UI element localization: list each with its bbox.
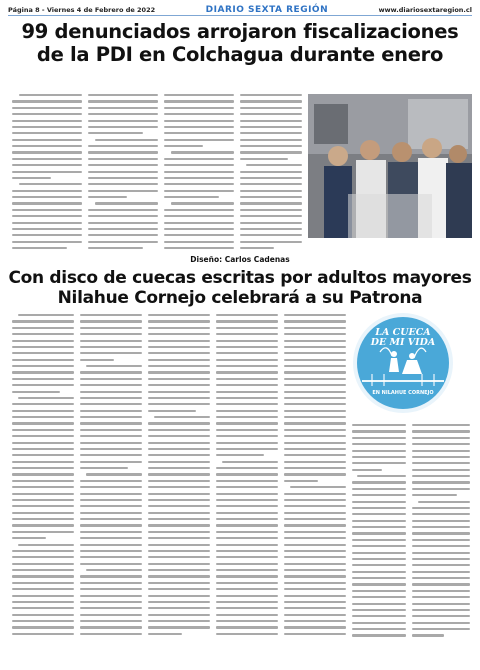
article-2-column-4 bbox=[216, 314, 278, 639]
article-1-column-2 bbox=[88, 94, 158, 253]
article-2-column-2 bbox=[80, 314, 142, 639]
headline-line: Nilahue Cornejo celebrará a su Patrona bbox=[57, 288, 423, 308]
article-1-column-4 bbox=[240, 94, 302, 253]
headline-line: 99 denunciados arrojaron fiscalizaciones bbox=[21, 20, 459, 43]
article-1-column-3 bbox=[164, 94, 234, 253]
logo-title: LA CUECA bbox=[375, 327, 431, 338]
website-link[interactable]: www.diariosextaregion.cl bbox=[378, 5, 472, 14]
headline-line: Con disco de cuecas escritas por adultos mayores bbox=[8, 268, 472, 288]
design-credit: Diseño: Carlos Cadenas bbox=[190, 255, 290, 264]
article-2-column-6 bbox=[352, 424, 406, 641]
logo-title-2: DE MI VIDA bbox=[370, 337, 436, 348]
article-1-column-1 bbox=[12, 94, 82, 253]
article-2-column-3 bbox=[148, 314, 210, 639]
cueca-logo-icon bbox=[352, 312, 454, 414]
logo-subtitle: EN NILAHUE CORNEJO bbox=[372, 390, 434, 396]
article-2-column-7 bbox=[412, 424, 470, 641]
article-1-headline bbox=[8, 20, 472, 66]
newspaper-brand: DIARIO SEXTA REGIÓN bbox=[205, 4, 329, 15]
page-date: Página 8 - Viernes 4 de Febrero de 2022 bbox=[8, 5, 156, 14]
group-photo-icon bbox=[308, 94, 472, 238]
headline-line: de la PDI en Colchagua durante enero bbox=[36, 43, 444, 66]
article-2-column-5 bbox=[284, 314, 346, 639]
article-2-headline bbox=[8, 268, 472, 308]
article-2-column-1 bbox=[12, 314, 74, 639]
page-header bbox=[8, 4, 472, 16]
